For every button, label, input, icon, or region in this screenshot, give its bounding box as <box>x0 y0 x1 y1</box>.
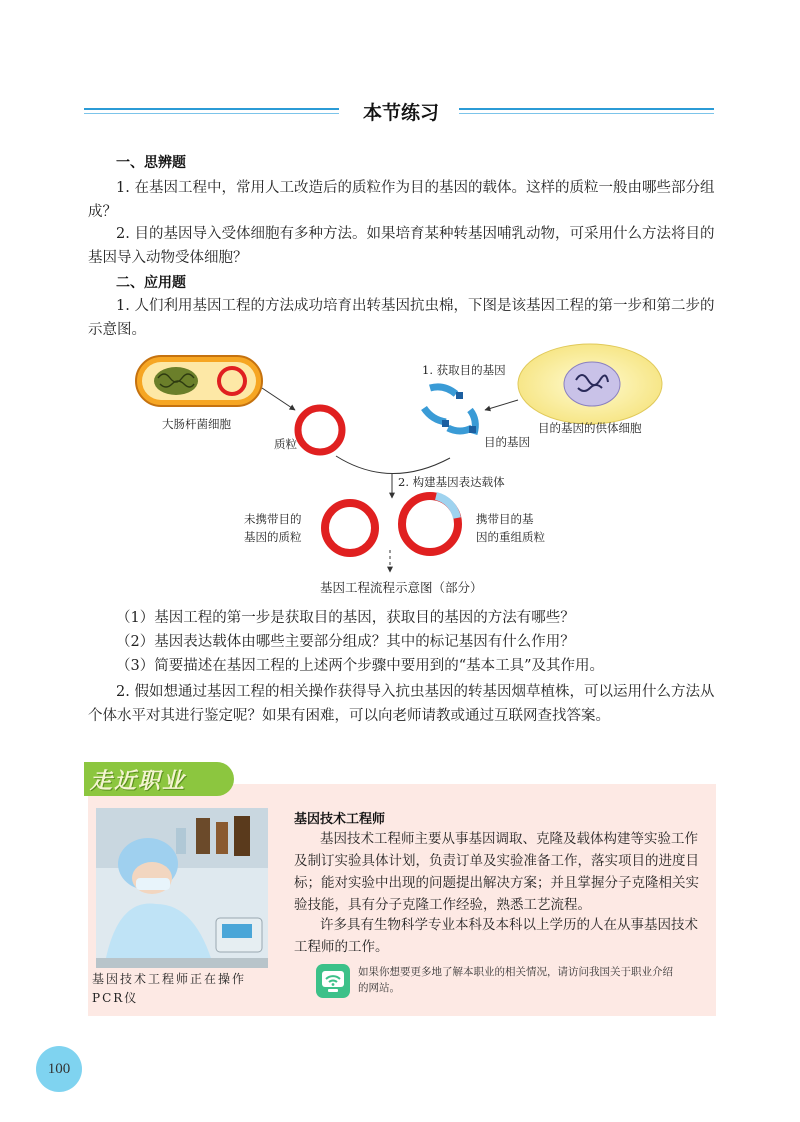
header-rule-left <box>84 108 339 110</box>
website-note: 如果你想要更多地了解本职业的相关情况，请访问我国关于职业介绍的网站。 <box>358 966 673 994</box>
empty-plasmid-icon <box>325 503 375 553</box>
donor-cell-icon <box>518 344 662 424</box>
empty-plasmid-label-line2: 基因的质粒 <box>244 530 302 544</box>
engineer-photo-graphic <box>96 808 268 968</box>
step1-label: 1. 获取目的基因 <box>422 363 506 377</box>
career-banner-text: 走近职业 <box>90 769 187 794</box>
header-rule-left-thin <box>84 113 339 114</box>
ecoli-label: 大肠杆菌细胞 <box>162 417 231 431</box>
recombinant-plasmid-label-line1: 携带目的基 <box>476 512 534 526</box>
career-title: 基因技术工程师 <box>294 812 386 827</box>
career-banner <box>84 762 234 796</box>
recombinant-plasmid-label-line2: 因的重组质粒 <box>476 530 545 544</box>
section1-heading: 一、思辨题 <box>116 155 186 171</box>
target-gene-label: 目的基因 <box>484 435 530 449</box>
career-paragraph-1: 基因技术工程师主要从事基因调取、克隆及载体构建等实验工作及制订实验具体计划，负责订单及实验准备工作，落实项目的进度目标；能对实验中出现的问题提出解决方案；并且掌握分子克隆相关实验技能，具有分子克隆工作经验，熟悉工艺流程。 <box>294 831 699 913</box>
diagram-caption: 基因工程流程示意图（部分） <box>320 580 483 595</box>
engineer-photo <box>96 808 268 968</box>
wifi-icon-graphic <box>316 964 350 998</box>
header-rule-right <box>459 108 714 110</box>
section2-heading: 二、应用题 <box>116 275 186 291</box>
recombinant-plasmid-icon <box>402 496 458 552</box>
section1-question-1: 1. 在基因工程中，常用人工改造后的质粒作为目的基因的载体。这样的质粒一般由哪些部分组成？ <box>88 180 715 220</box>
page-number: 100 <box>36 1046 82 1092</box>
section2-question-1: 1. 人们利用基因工程的方法成功培育出转基因抗虫棉，下图是该基因工程的第一步和第二步的示意图。 <box>88 298 715 338</box>
header-rule-right-thin <box>459 113 714 114</box>
section-title: 本节练习 <box>346 100 456 126</box>
section1-question-2: 2. 目的基因导入受体细胞有多种方法。如果培育某种转基因哺乳动物，可采用什么方法将目的基因导入动物受体细胞？ <box>88 226 715 266</box>
career-paragraph-2: 许多具有生物科学专业本科及本科以上学历的人在从事基因技术工程师的工作。 <box>294 917 698 955</box>
plasmid-icon <box>298 408 342 452</box>
subquestion-2: （2）基因表达载体由哪些主要部分组成？其中的标记基因有什么作用？ <box>116 634 575 650</box>
section2-question-2: 2. 假如想通过基因工程的相关操作获得导入抗虫基因的转基因烟草植株，可以运用什么方法从个体水平对其进行鉴定呢？如果有困难，可以向老师请教或通过互联网查找答案。 <box>88 684 715 724</box>
step2-label: 2. 构建基因表达载体 <box>398 475 505 489</box>
empty-plasmid-label-line1: 未携带目的 <box>244 512 302 526</box>
subquestion-1: （1）基因工程的第一步是获取目的基因，获取目的基因的方法有哪些？ <box>116 610 575 626</box>
gene-engineering-diagram <box>130 340 670 600</box>
ecoli-cell-icon <box>136 356 262 406</box>
recombinant-plasmid-label <box>476 510 545 546</box>
subquestion-3: （3）简要描述在基因工程的上述两个步骤中要用到的“基本工具”及其作用。 <box>116 658 605 674</box>
gene-fragments-icon <box>424 387 476 434</box>
empty-plasmid-label <box>244 510 302 546</box>
diagram-graphic <box>130 340 670 600</box>
donor-cell-label: 目的基因的供体细胞 <box>538 421 642 435</box>
plasmid-label: 质粒 <box>274 437 297 451</box>
photo-caption: 基因技术工程师正在操作PCR仪 <box>92 972 247 1005</box>
wifi-icon <box>316 964 350 998</box>
